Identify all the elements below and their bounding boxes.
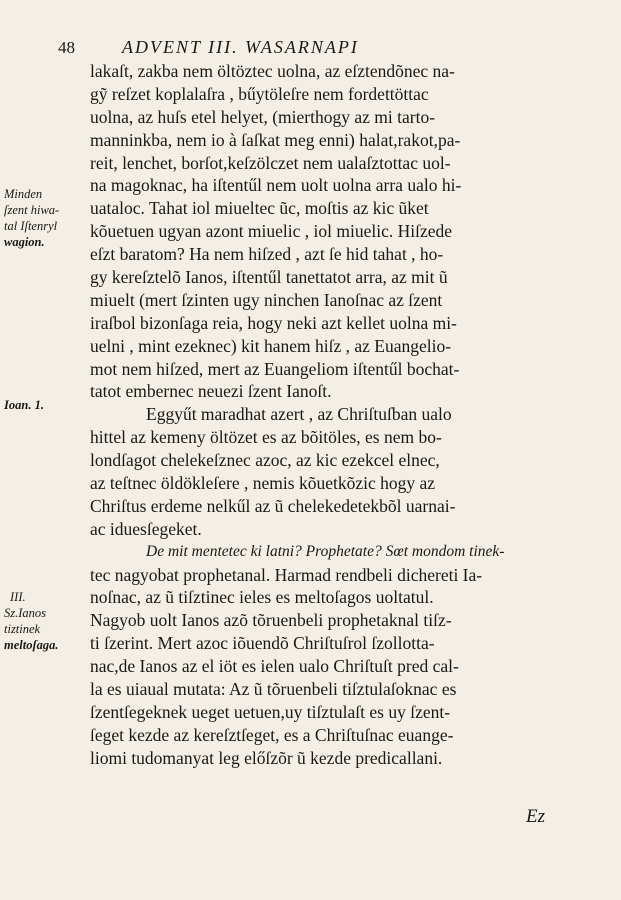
- text-line: eſzt baratom? Ha nem hiſzed , azt ſe hid tahat , ho-: [90, 244, 444, 265]
- margin-note-reference: [4, 397, 44, 413]
- margin-note-line: Sz.Ianos: [4, 606, 47, 620]
- text-line: ſeget kezde az kereſztſeget, es a Chriſtuſnac euange-: [90, 724, 454, 745]
- text-line: az teſtnec öldökleſere , nemis kõuetkõzic hogy az: [90, 473, 436, 494]
- margin-note-minden: [4, 186, 59, 250]
- text-line: mot nem hiſzed, mert az Euangeliom iſtentűl bochat-: [90, 358, 460, 379]
- text-line: miuelt (mert ſzinten ugy ninchen Ianoſnac az ſzent: [90, 289, 443, 310]
- paragraph-start-line: Eggyűt maradhat azert , az Chriſtuſban ualo: [146, 404, 452, 425]
- text-line: londſagot chelekeſznec azoc, az kic ezekcel elnec,: [90, 450, 440, 471]
- text-line: uelni , mint ezeknec) kit hanem hiſz , az Euangelio-: [90, 335, 452, 356]
- running-title: ADVENT III. WASARNAPI: [122, 37, 359, 57]
- margin-note-line: III.: [10, 590, 26, 604]
- scripture-quote-line: De mit mentetec ki latni? Prophetate? Sœt mondom tinek-: [146, 542, 505, 560]
- text-line: na magoknac, ha iſtentűl nem uolt uolna arra ualo hi-: [90, 175, 462, 196]
- margin-note-section-iii: [4, 589, 59, 653]
- text-line: ti ſzerint. Mert azoc iõuendõ Chriſtuſrol ſzollotta-: [90, 633, 435, 654]
- margin-note-line: wagion.: [4, 235, 45, 249]
- text-line: kõuetuen ugyan azont miuelic , iol miuelic. Hiſzede: [90, 221, 453, 242]
- catchword: Ez: [526, 806, 545, 827]
- text-line: Chriſtus erdeme nelkűl az ũ chelekedetekbõl uarnai-: [90, 495, 456, 516]
- text-line: hittel az kemeny öltözet es az bõitöles, es nem bo-: [90, 427, 442, 448]
- text-line: liomi tudomanyat leg előſzõr ũ kezde predicallani.: [90, 747, 443, 768]
- margin-note-line: ſzent hiwa-: [4, 203, 60, 217]
- text-line: tec nagyobat prophetanal. Harmad rendbeli dichereti Ia-: [90, 564, 483, 585]
- margin-note-line: Minden: [4, 187, 43, 201]
- margin-note-line: meltoſaga.: [4, 638, 59, 652]
- margin-note-line: tiztinek: [4, 622, 41, 636]
- text-line: ac iduesſegeket.: [90, 518, 202, 539]
- text-line: reit, lenchet, borſot,keſzölczet nem ualaſztottac uol-: [90, 152, 451, 173]
- text-line: uolna, az huſs etel helyet, (mierthogy az mi tarto-: [90, 106, 436, 127]
- text-line: iraſbol bizonſaga reia, hogy neki azt kellet uolna mi-: [90, 312, 457, 333]
- text-line: noſnac, az ũ tiſztinec ieles es meltoſagos uoltatul.: [90, 587, 434, 608]
- text-line: nac,de Ianos az el iöt es ielen ualo Chriſtuſt pred cal-: [90, 656, 459, 677]
- margin-note-line: Ioan. 1.: [4, 398, 44, 412]
- text-line: gỹ reſzet koplalaſra , bűytöleſre nem fordettöttac: [90, 83, 429, 104]
- text-line: tatot embernec neuezi ſzent Ianoſt.: [90, 381, 332, 402]
- page-header: [56, 34, 576, 60]
- margin-note-line: tal Iſtenryl: [4, 219, 58, 233]
- text-line: gy kereſztelõ Ianos, iſtentűl tanettatot arra, az mit ũ: [90, 267, 448, 288]
- text-line: lakaſt, zakba nem öltöztec uolna, az eſztendõnec na-: [90, 61, 455, 81]
- page-number: 48: [58, 38, 75, 57]
- text-line: Nagyob uolt Ianos azõ tõruenbeli prophetaknal tiſz-: [90, 610, 452, 631]
- body-text: [90, 60, 564, 770]
- text-line: manninkba, nem io à ſaſkat meg enni) halat,rakot,pa-: [90, 129, 461, 150]
- text-line: uataloc. Tahat iol miueltec ũc, moſtis az kic ũket: [90, 198, 429, 219]
- text-line: la es uiaual mutata: Az ũ tõruenbeli tiſztulaſoknac es: [90, 679, 457, 700]
- text-line: ſzentſegeknek ueget uetuen,uy tiſztulaſt es uy ſzent-: [90, 701, 451, 722]
